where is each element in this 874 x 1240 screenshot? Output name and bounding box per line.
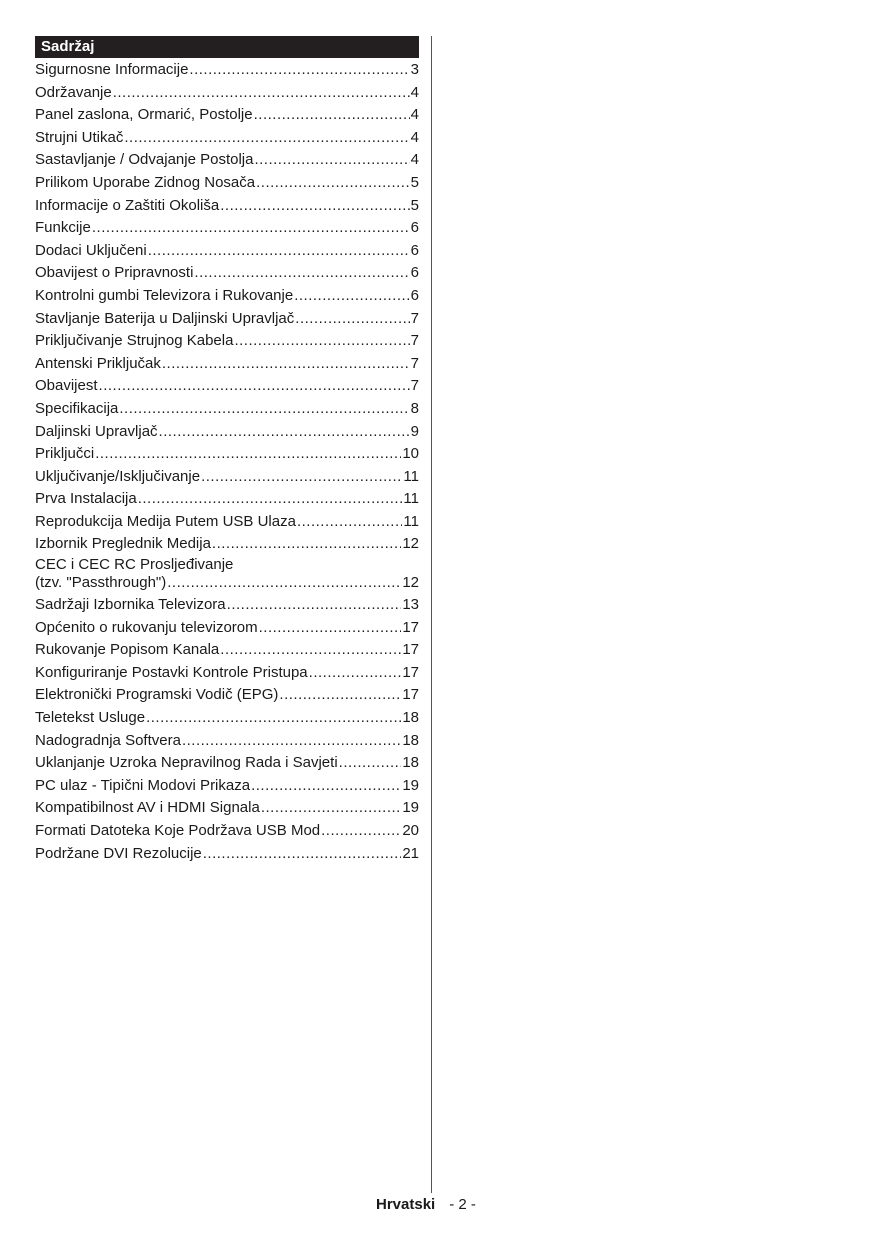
dot-leader (95, 443, 401, 466)
dot-leader (99, 375, 410, 398)
toc-entry-title: Formati Datoteka Koje Podržava USB Mod (35, 822, 321, 839)
toc-entry-title: Priključivanje Strujnog Kabela (35, 332, 234, 350)
toc-entry-title: Obavijest (35, 377, 98, 395)
dot-leader (212, 533, 401, 556)
toc-entry[interactable] (35, 617, 419, 640)
toc-entry-page: 11 (403, 512, 419, 530)
toc-entry-page: 19 (402, 776, 419, 794)
toc-entry[interactable] (35, 488, 419, 511)
dot-leader (251, 775, 401, 798)
toc-entry-title: Sigurnosne Informacije (35, 61, 189, 78)
toc-entry-title-line1: CEC i CEC RC Proslјeđivanje (35, 556, 234, 574)
toc-entry-title: Sastavljanje / Odvajanje Postolja (35, 151, 254, 169)
dot-leader (148, 240, 410, 263)
toc-entry-page: 8 (410, 399, 419, 417)
dot-leader (254, 149, 409, 172)
dot-leader (167, 572, 401, 594)
dot-leader (119, 398, 409, 421)
toc-entry-page: 7 (410, 377, 419, 395)
toc-entry-title: Uklanjanje Uzroka Nepravilnog Rada i Savjeti (35, 754, 338, 772)
toc-entry[interactable] (35, 308, 419, 331)
toc-entry[interactable] (35, 684, 419, 707)
toc-entry[interactable] (35, 398, 419, 421)
toc-entry-page: 9 (410, 422, 419, 440)
toc-entry-title: Teletekst Usluge (35, 709, 146, 727)
toc-entry-title: Elektronički Programski Vodič (EPG) (35, 686, 279, 704)
toc-entry-page: 4 (410, 106, 419, 124)
toc-entry-page: 6 (410, 286, 419, 304)
toc-entry[interactable] (35, 217, 419, 240)
toc-entry-page: 18 (402, 709, 419, 727)
toc-entry[interactable] (35, 172, 419, 195)
toc-entry-page: 4 (410, 151, 419, 169)
dot-leader (146, 707, 401, 730)
toc-entry-title: Izbornik Preglednik Medija (35, 535, 211, 553)
toc-entry-page: 17 (402, 663, 419, 681)
column-divider (431, 36, 432, 1193)
dot-leader (194, 262, 409, 285)
dot-leader (220, 639, 401, 662)
toc-entry-page: 19 (402, 799, 419, 817)
toc-entry-title: Uključivanje/Isključivanje (35, 467, 201, 485)
toc-entry-page: 13 (402, 596, 419, 614)
toc-entry-title: (tzv. "Passthrough") (35, 574, 167, 592)
toc-entry-title: Daljinski Upravljač (35, 422, 158, 440)
toc-entry-page: 7 (410, 332, 419, 350)
toc-entry-title: Općenito o rukovanju televizorom (35, 618, 258, 636)
footer-language: Hrvatski (376, 1196, 436, 1213)
dot-leader (124, 127, 409, 150)
toc-entry-title: Obavijest o Pripravnosti (35, 264, 194, 282)
toc-entry-title: Kontrolni gumbi Televizora i Rukovanje (35, 286, 294, 304)
toc-entry[interactable] (35, 662, 419, 685)
dot-leader (138, 488, 403, 511)
dot-leader (261, 797, 401, 820)
toc-entry[interactable] (35, 466, 419, 489)
toc-entry-title: Održavanje (35, 83, 112, 101)
toc-entry-title: Stavljanje Baterija u Daljinski Upravljač (35, 309, 295, 327)
toc-entry-title: Strujni Utikač (35, 128, 124, 146)
toc-entry[interactable] (35, 127, 419, 150)
dot-leader (256, 172, 410, 195)
toc-entry[interactable] (35, 533, 419, 556)
toc-entry[interactable] (35, 843, 419, 866)
toc-entry-title: Podržane DVI Rezolucije (35, 844, 202, 862)
toc-entry-title: Rukovanje Popisom Kanala (35, 641, 220, 659)
toc-entry[interactable] (35, 730, 419, 753)
dot-leader (294, 285, 409, 308)
toc-entry-page: 7 (410, 309, 419, 327)
toc-entry-title: Nadogradnja Softvera (35, 731, 181, 749)
toc-entry[interactable] (35, 195, 419, 218)
dot-leader (295, 308, 409, 331)
toc-entry-page: 17 (402, 641, 419, 659)
toc-entry-title: Reprodukcija Medija Putem USB Ulaza (35, 512, 296, 530)
dot-leader (159, 421, 410, 444)
toc-entry[interactable] (35, 149, 419, 172)
dot-leader (189, 59, 409, 82)
toc-entry[interactable] (35, 639, 419, 662)
toc-entry-title: Informacije o Zaštiti Okoliša (35, 196, 220, 214)
dot-leader (203, 843, 402, 866)
toc-entry[interactable] (35, 820, 419, 843)
toc-entry-title: Antenski Priključak (35, 354, 161, 372)
toc-entry-title: Dodaci Uključeni (35, 241, 147, 259)
toc-entry-page: 5 (410, 173, 419, 191)
toc-entry-page: 17 (402, 618, 419, 636)
toc-entry-page: 4 (410, 128, 419, 146)
toc-title: Sadržaj (35, 36, 419, 58)
toc-entry[interactable] (35, 556, 419, 594)
toc-entry-page: 12 (402, 535, 419, 553)
toc-entry-title: Prva Instalacija (35, 490, 137, 508)
toc-entry-page: 6 (410, 219, 419, 237)
toc-entry[interactable] (35, 262, 419, 285)
dot-leader (220, 195, 409, 218)
dot-leader (162, 353, 410, 376)
dot-leader (339, 752, 402, 775)
toc-entry-page: 5 (410, 196, 419, 214)
dot-leader (279, 684, 401, 707)
toc-entry-page: 18 (402, 754, 419, 772)
toc-entry-title: Sadržaji Izbornika Televizora (35, 596, 226, 614)
toc-entry-page: 12 (402, 574, 419, 592)
dot-leader (182, 730, 401, 753)
toc-entry[interactable] (35, 104, 419, 127)
toc-entry-page: 3 (410, 61, 419, 78)
toc-entry-title: Specifikacija (35, 399, 119, 417)
dot-leader (113, 82, 410, 105)
toc-entry[interactable] (35, 594, 419, 617)
toc-entry-page: 6 (410, 241, 419, 259)
toc-entry[interactable] (35, 443, 419, 466)
toc-entry[interactable] (35, 285, 419, 308)
toc-entry-page: 11 (403, 467, 419, 485)
toc-entry-title: Kompatibilnost AV i HDMI Signala (35, 799, 260, 817)
dot-leader (297, 511, 402, 534)
dot-leader (227, 594, 402, 617)
table-of-contents (35, 36, 419, 865)
dot-leader (92, 217, 410, 240)
toc-entry-page: 21 (402, 844, 419, 862)
toc-entry[interactable] (35, 511, 419, 534)
toc-entry-page: 7 (410, 354, 419, 372)
toc-entry[interactable] (35, 421, 419, 444)
toc-entry[interactable] (35, 59, 419, 82)
toc-entry-title: Funkcije (35, 219, 91, 237)
toc-entry-title: Konfiguriranje Postavki Kontrole Pristupa (35, 663, 308, 681)
toc-entry[interactable] (35, 775, 419, 798)
dot-leader (201, 466, 402, 489)
toc-entry-page: 4 (410, 83, 419, 101)
toc-entry[interactable] (35, 240, 419, 263)
dot-leader (254, 104, 410, 127)
footer-page-number: - 2 - (449, 1196, 476, 1213)
toc-entry-page: 20 (402, 822, 419, 839)
toc-entry-page: 10 (402, 445, 419, 463)
toc-entry-page: 11 (403, 490, 419, 508)
page-footer (376, 1196, 476, 1213)
dot-leader (309, 662, 402, 685)
toc-entry[interactable] (35, 353, 419, 376)
toc-entry[interactable] (35, 375, 419, 398)
toc-entry[interactable] (35, 752, 419, 775)
toc-entry-title: Prilikom Uporabe Zidnog Nosača (35, 173, 256, 191)
toc-entry-page: 17 (402, 686, 419, 704)
toc-entry-title: Panel zaslona, Ormarić, Postolje (35, 106, 253, 124)
toc-entry[interactable] (35, 82, 419, 105)
dot-leader (259, 617, 402, 640)
toc-entry[interactable] (35, 330, 419, 353)
toc-entry[interactable] (35, 797, 419, 820)
dot-leader (234, 330, 409, 353)
toc-entry-page: 6 (410, 264, 419, 282)
toc-entry[interactable] (35, 707, 419, 730)
toc-entry-page: 18 (402, 731, 419, 749)
toc-entry-title: Priključci (35, 445, 95, 463)
toc-entry-title: PC ulaz - Tipični Modovi Prikaza (35, 776, 251, 794)
dot-leader (321, 820, 401, 843)
